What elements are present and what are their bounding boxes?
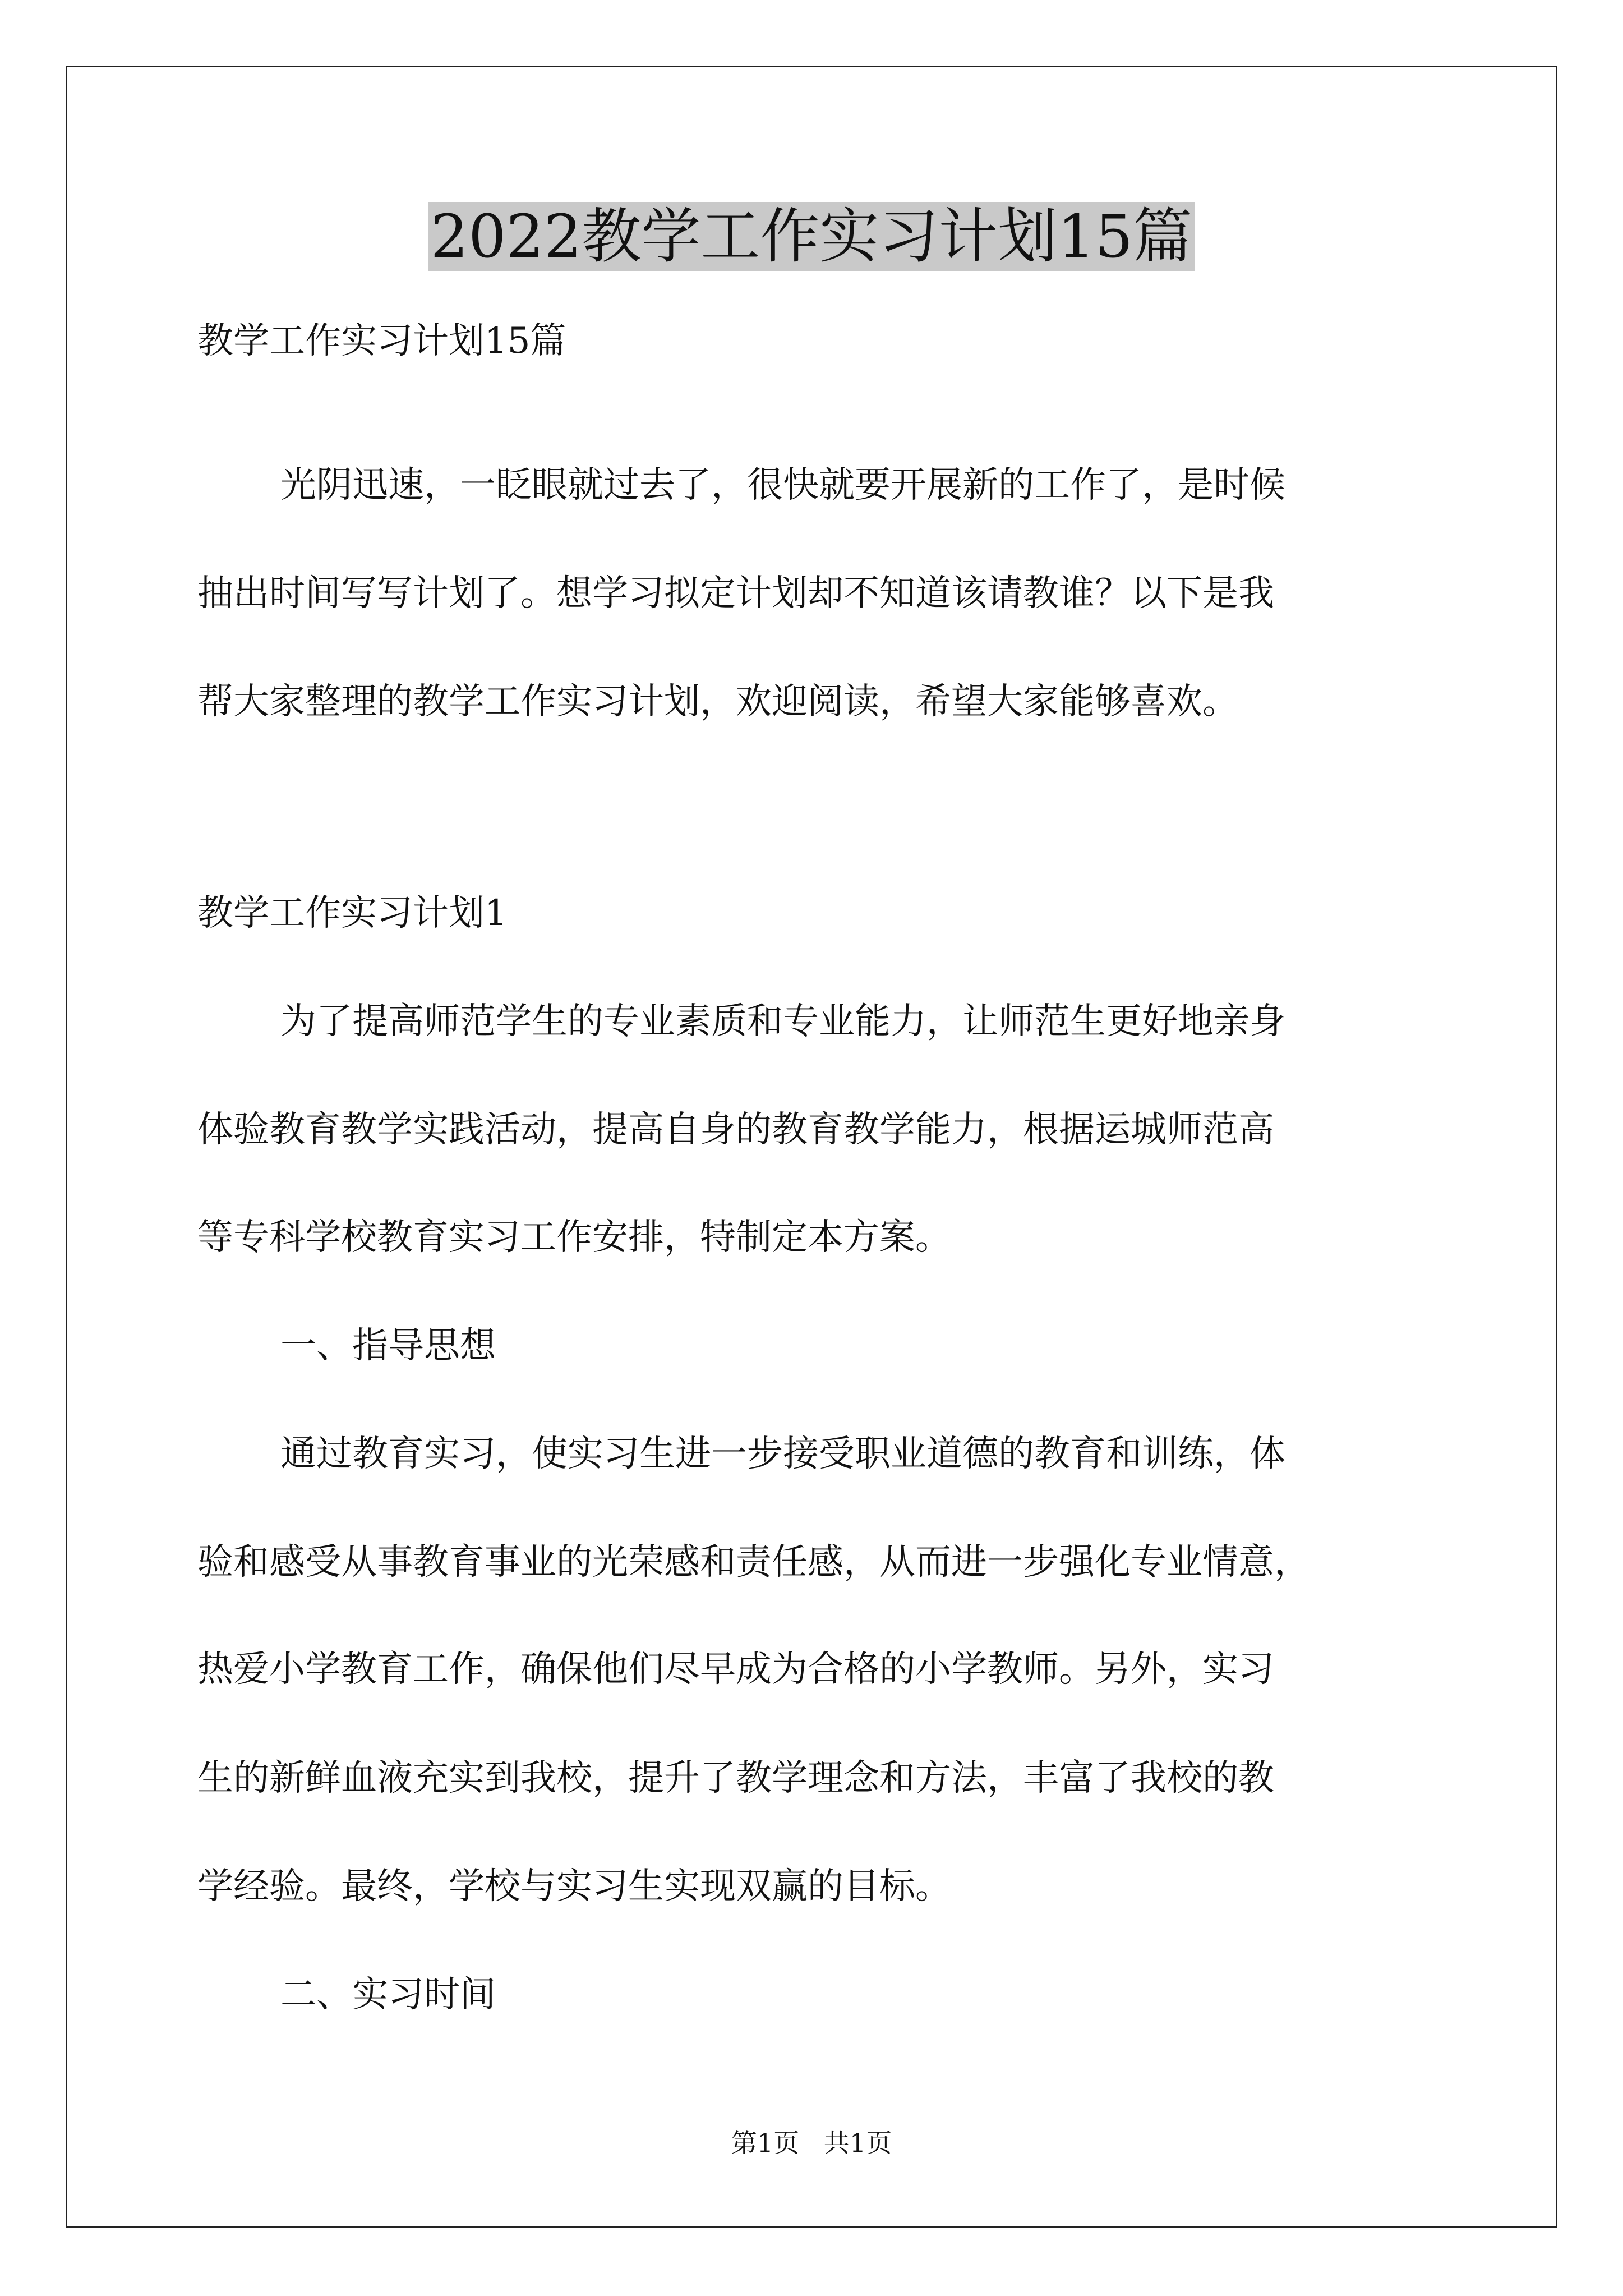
paragraph-line: 帮大家整理的教学工作实习计划，欢迎阅读，希望大家能够喜欢。 <box>197 681 1238 723</box>
paragraph-line: 光阴迅速，一眨眼就过去了，很快就要开展新的工作了，是时候 <box>280 464 1285 506</box>
paragraph-line: 生的新鲜血液充实到我校，提升了教学理念和方法，丰富了我校的教 <box>197 1757 1274 1799</box>
paragraph-line: 学经验。最终，学校与实习生实现双赢的目标。 <box>197 1866 951 1907</box>
subheading: 一、指导思想 <box>280 1325 496 1366</box>
subtitle-line: 教学工作实习计划15篇 <box>197 320 566 362</box>
document-title <box>0 197 1623 276</box>
paragraph-line: 体验教育教学实践活动，提高自身的教育教学能力，根据运城师范高 <box>197 1109 1274 1151</box>
section-heading: 教学工作实习计划1 <box>197 892 508 934</box>
paragraph-line: 等专科学校教育实习工作安排，特制定本方案。 <box>197 1217 951 1258</box>
paragraph-line: 抽出时间写写计划了。想学习拟定计划却不知道该请教谁？以下是我 <box>197 573 1274 614</box>
subheading: 二、实习时间 <box>280 1974 496 2016</box>
paragraph-line: 通过教育实习，使实习生进一步接受职业道德的教育和训练，体 <box>280 1433 1285 1475</box>
paragraph-line: 为了提高师范学生的专业素质和专业能力，让师范生更好地亲身 <box>280 1001 1285 1042</box>
paragraph-line: 热爱小学教育工作，确保他们尽早成为合格的小学教师。另外，实习 <box>197 1649 1274 1690</box>
document-title-text: 2022教学工作实习计划15篇 <box>428 202 1195 271</box>
paragraph-line: 验和感受从事教育事业的光荣感和责任感，从而进一步强化专业情意， <box>197 1542 1310 1583</box>
page-footer: 第1页 共1页 <box>731 2128 892 2158</box>
